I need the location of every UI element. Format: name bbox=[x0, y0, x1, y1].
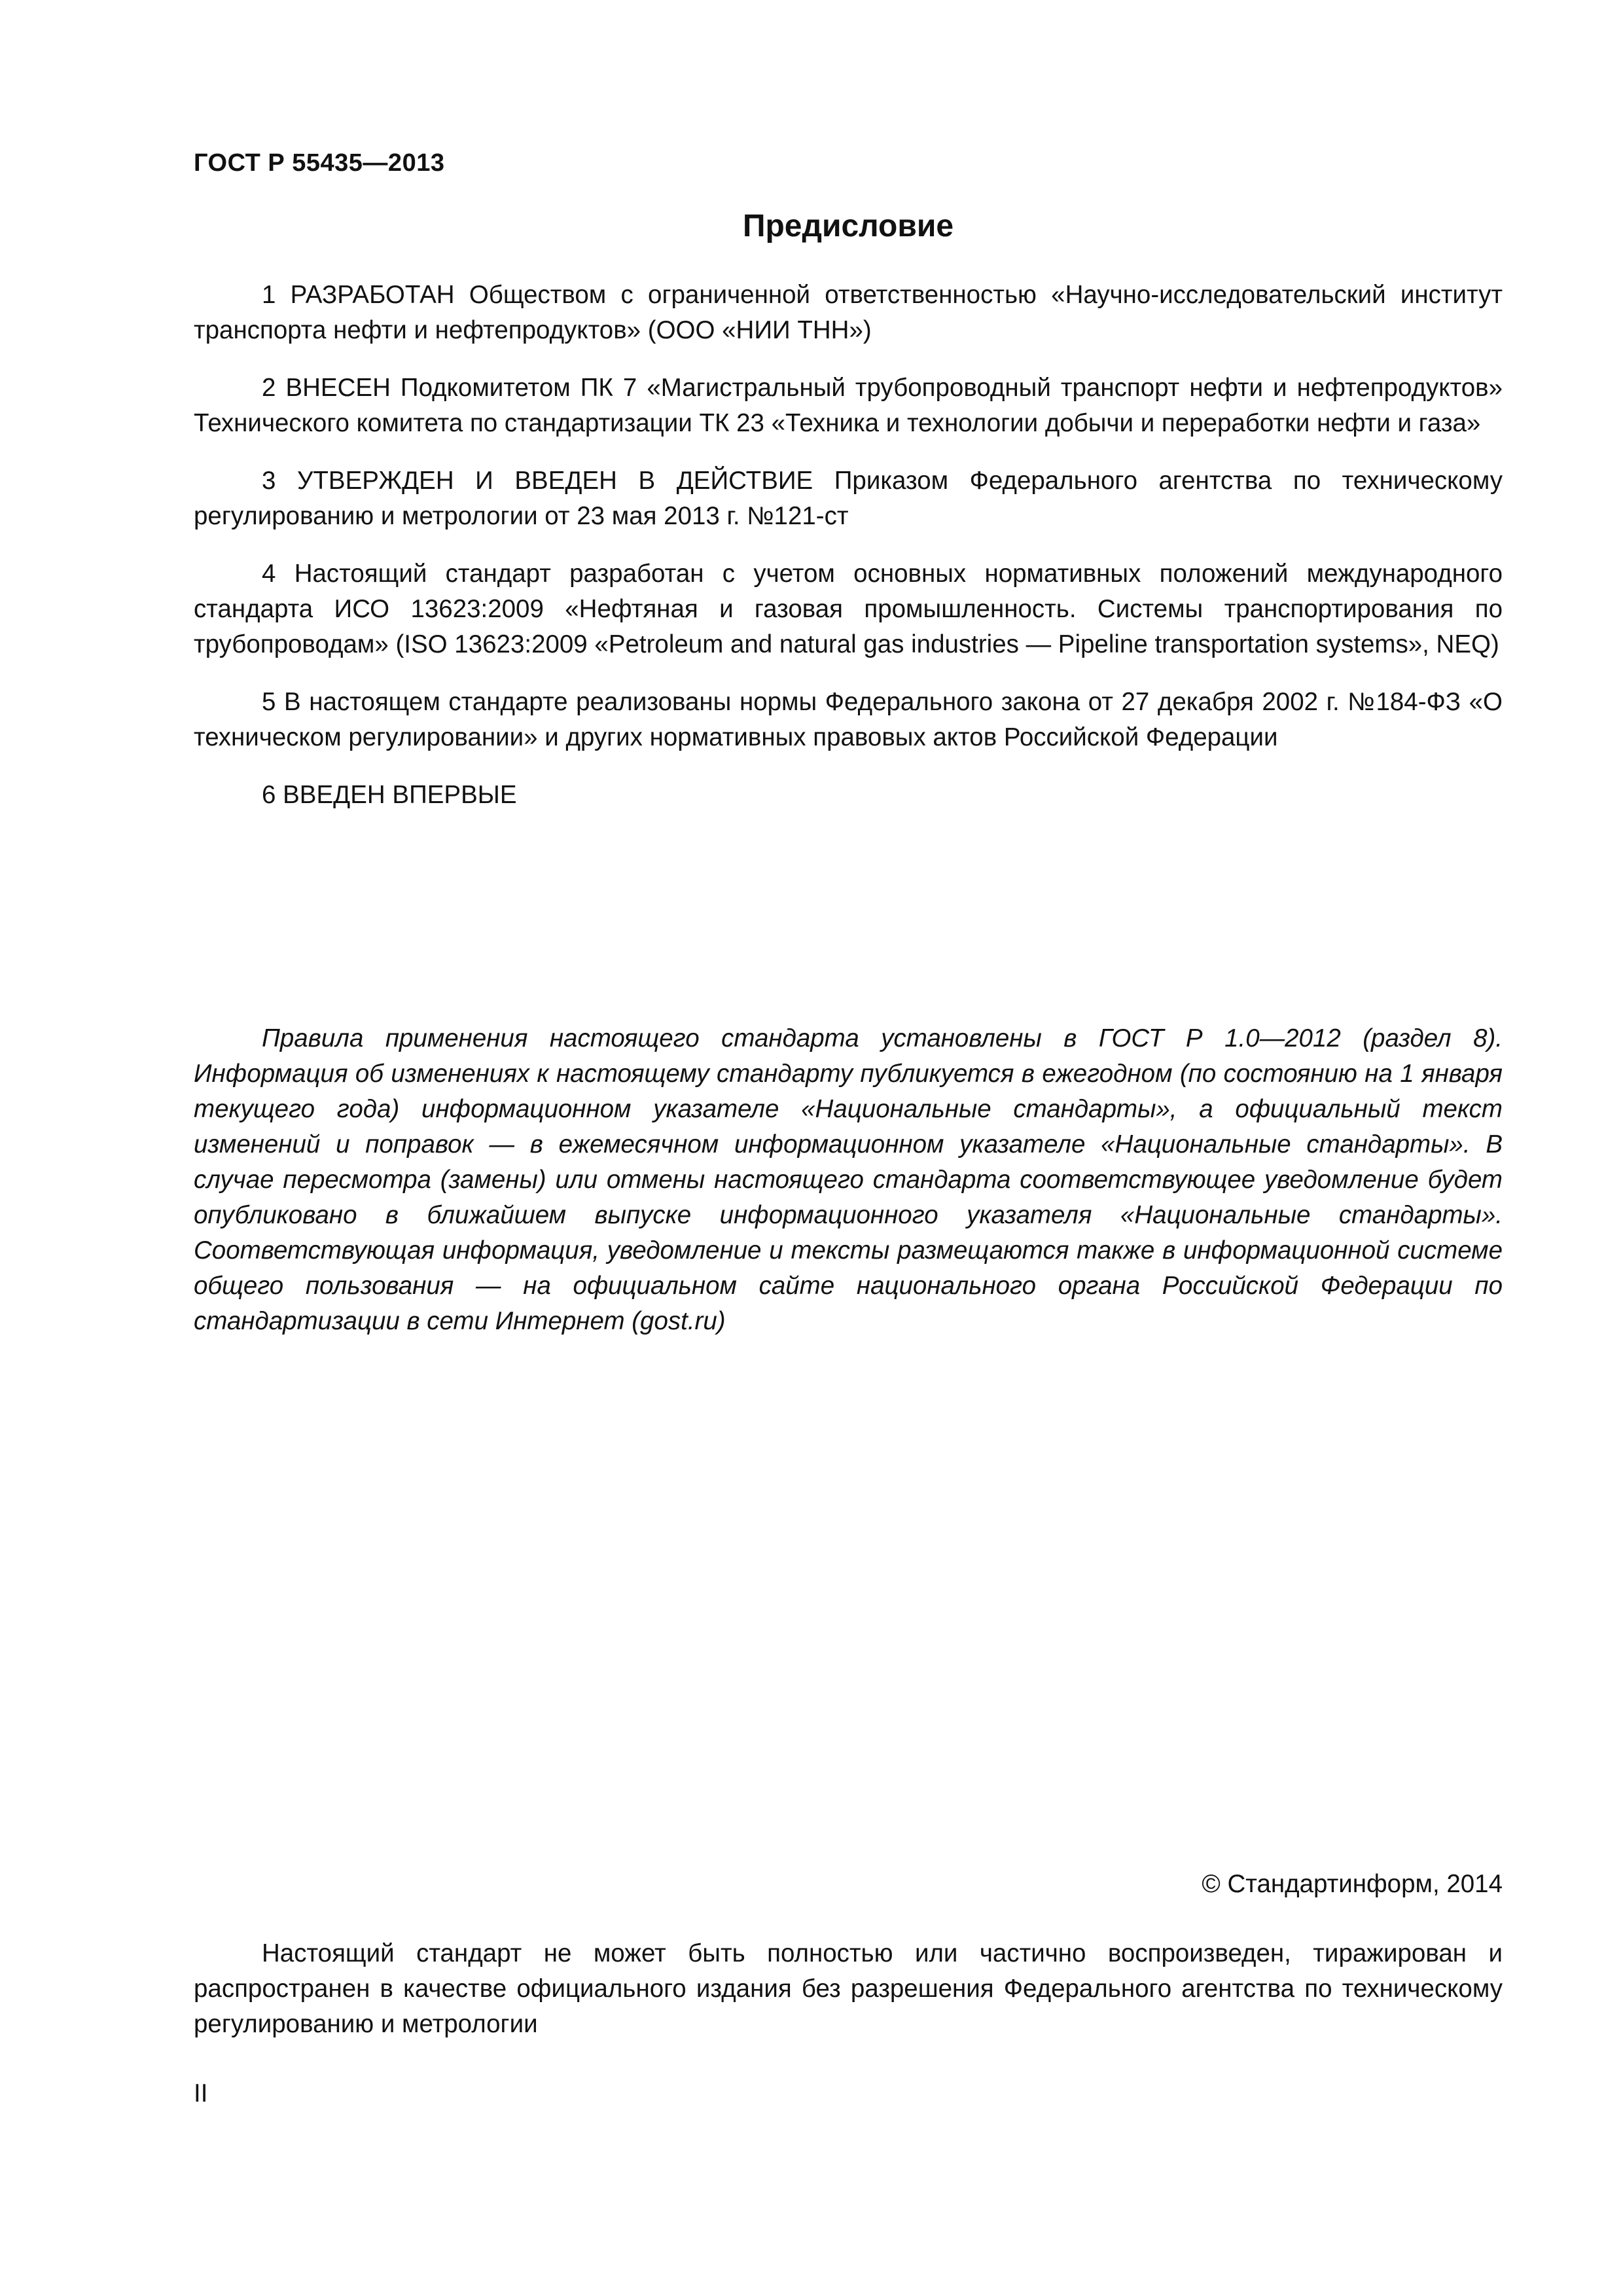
reproduction-notice-text: Настоящий стандарт не может быть полностью или частично воспроизведен, тиражирован и распространен в качестве официального издания без разрешения Федерального агентства по техническому регулированию и метрологии bbox=[194, 1939, 1503, 2038]
preface-item-developed: 1 РАЗРАБОТАН Обществом с ограниченной ответственностью «Научно-исследовательский институт транспорта нефти и нефтепродуктов» (ООО «НИИ ТНН») bbox=[194, 281, 1503, 344]
rules-note bbox=[194, 1021, 1503, 1339]
preface-item-approved: 3 УТВЕРЖДЕН И ВВЕДЕН В ДЕЙСТВИЕ Приказом Федерального агентства по техническому регулированию и метрологии от 23 мая 2013 г. №121-ст bbox=[194, 467, 1503, 530]
preface-items bbox=[194, 278, 1503, 835]
preface-item-submitted: 2 ВНЕСЕН Подкомитетом ПК 7 «Магистральный трубопроводный транспорт нефти и нефтепродуктов» Технического комитета по стандартизации ТК 23 «Техника и технологии добычи и переработки нефти и газа» bbox=[194, 374, 1503, 437]
page-number: II bbox=[194, 2079, 208, 2108]
preface-title: Предисловие bbox=[742, 209, 954, 243]
preface-item-law: 5 В настоящем стандарте реализованы нормы Федерального закона от 27 декабря 2002 г. №184-ФЗ «О техническом регулировании» и других нормативных правовых актов Российской Федерации bbox=[194, 688, 1503, 751]
document-code: ГОСТ Р 55435—2013 bbox=[194, 149, 445, 177]
preface-item-first-introduced: 6 ВВЕДЕН ВПЕРВЫЕ bbox=[262, 781, 517, 809]
copyright-line: © Стандартинформ, 2014 bbox=[1202, 1870, 1503, 1898]
preface-item-basis: 4 Настоящий стандарт разработан с учетом основных нормативных положений международного стандарта ИСО 13623:2009 «Нефтяная и газовая промышленность. Системы транспортирования по трубопроводам» (ISO 13623:2009 «Petroleum and natural gas industries — Pipeline transportation systems», NEQ) bbox=[194, 560, 1503, 658]
rules-note-text: Правила применения настоящего стандарта установлены в ГОСТ Р 1.0—2012 (раздел 8). Информация об изменениях к настоящему стандарту публикуется в ежегодном (по состоянию на 1 января текущего года) информационном указателе «Национальные стандарты», а официальный текст изменений и поправок — в ежемесячном информационном указателе «Национальные стандарты». В случае пересмотра (замены) или отмены настоящего стандарта соответствующее уведомление будет опубликовано в ближайшем выпуске информационного указателя «Национальные стандарты». Соответствующая информация, уведомление и тексты размещаются также в информационной системе общего пользования — на официальном сайте национального органа Российской Федерации по стандартизации в сети Интернет (gost.ru) bbox=[194, 1024, 1503, 1335]
reproduction-notice bbox=[194, 1936, 1503, 2042]
